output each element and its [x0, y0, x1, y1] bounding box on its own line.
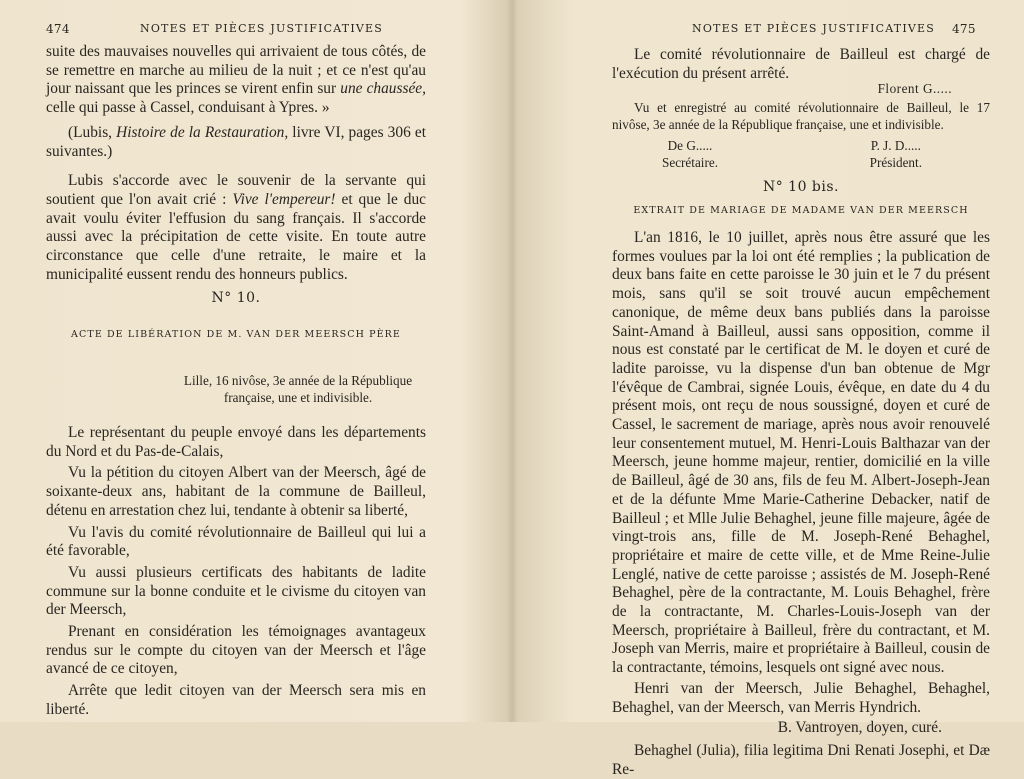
signature-secretary: De G..... Secrétaire.: [662, 138, 719, 170]
running-head: NOTES ET PIÈCES JUSTIFICATIVES: [692, 22, 935, 35]
dateline: Lille, 16 nivôse, 3e année de la République française, une et indivisible.: [183, 373, 413, 405]
decree-text: [46, 424, 426, 720]
paragraph: Behaghel (Julia), filia legitima Dni Renati Josephi, et Dæ Re-: [612, 741, 990, 778]
continued-paragraph: suite des mauvaises nouvelles qui arrivaient de tous côtés, de se remettre en marche au milieu de la nuit ; et ce n'est qu'au jour naissant que les princes se virent enfin sur une chaussée, celle qui passe à Cassel, conduisant à Ypres. »: [46, 43, 426, 117]
paragraph: Le comité révolutionnaire de Bailleul est chargé de l'exécution du présent arrêté.: [612, 46, 990, 82]
right-top-block: [612, 46, 990, 83]
signature-president: P. J. D..... Président.: [869, 138, 922, 170]
paragraph: Vu la pétition du citoyen Albert van der Meersch, âgé de soixante-deux ans, habitant de la commune de Bailleul, détenu en arrestation chez lui, tendante à obtenir sa liberté,: [46, 464, 426, 519]
paragraph: Vu aussi plusieurs certificats des habitants de ladite commune sur la bonne conduite et le civisme du citoyen van der Meersch,: [46, 563, 426, 619]
paragraph: Prenant en considération les témoignages avantageux rendus sur le compte du citoyen van der Meersch et l'âge avancé de ce citoyen,: [46, 623, 426, 678]
citation: (Lubis, Histoire de la Restauration, livre VI, pages 306 et suivantes.): [46, 123, 426, 160]
page-number: 475: [952, 22, 976, 36]
section-number: N° 10.: [211, 290, 261, 306]
paragraph: Arrête que ledit citoyen van der Meersch sera mis en liberté.: [46, 682, 426, 718]
section-number: N° 10 bis.: [762, 179, 840, 195]
section-title: EXTRAIT DE MARIAGE DE MADAME VAN DER MEERSCH: [633, 205, 969, 216]
paragraph: Lubis s'accorde avec le souvenir de la servante qui soutient que l'on avait crié : Vive l'empereur! et que le duc avait voulu éviter l'effusion du sang français. Il s'accorde aussi avec la précipitation de cette visite. En toute autre circonstance que celle d'une retraite, le maire et la municipalité eussent rendu des honneurs publics.: [46, 172, 426, 283]
paragraph: Le représentant du peuple envoyé dans les départements du Nord et du Pas-de-Calais,: [46, 424, 426, 460]
signature-row: [662, 137, 922, 171]
paragraph: L'an 1816, le 10 juillet, après nous être assuré que les formes voulues par la loi ont été remplies ; la publication de deux bans faite en cette paroisse le 30 juin et le 7 du présent mois, sans qu'il se soit trouvé aucun empêchement canonique, de même deux bans publiés dans la paroisse Saint-Amand à Bailleul, aussi sans opposition, comme il nous est constaté par le certificat de M. le doyen et curé de ladite paroisse, vu la dispense d'un ban obtenue de Mgr l'évêque de Cambrai, signée Louis, évêque, en date du 4 du présent mois, ont reçu de nous soussigné, doyen et curé de Cassel, le sacrement de mariage, après nous avoir renouvelé leur consentement mutuel, M. Henri-Louis Balthazar van der Meersch, jeune homme majeur, rentier, domicilié en la ville de Bailleul, âgé de 30 ans, fils de feu M. Albert-Joseph-Jean et de la défunte Mme Marie-Catherine Debacker, natif de Bailleul ; et Mlle Julie Behaghel, jeune fille majeure, âgée de vingt-trois ans, fille de M. Joseph-René Behaghel, propriétaire et maire de cette ville, et de Mme Reine-Julie Lenglé, native de cette paroisse ; assistés de M. Joseph-René Behaghel, père de la contractante, M. Louis Behaghel, frère de la contractante, M. Charles-Louis-Joseph van der Meersch, propriétaire à Bailleul, frère du contractant, et M. Joseph van Merris, maire et propriétaire à Bailleul, cousin de la contractante, témoins, lesquels ont signé avec nous.: [612, 229, 990, 677]
signature: Florent G.....: [877, 81, 952, 96]
running-head: NOTES ET PIÈCES JUSTIFICATIVES: [140, 22, 383, 35]
signature: B. Vantroyen, doyen, curé.: [777, 719, 942, 737]
paragraph: Vu l'avis du comité révolutionnaire de Bailleul qui lui a été favorable,: [46, 523, 426, 560]
section-title: ACTE DE LIBÉRATION DE M. VAN DER MEERSCH PÈRE: [71, 329, 401, 340]
marriage-record: [612, 229, 990, 779]
left-page: [0, 0, 512, 722]
registration-note: Vu et enregistré au comité révolutionnaire de Bailleul, le 17 nivôse, 3e année de la République française, une et indivisible.: [612, 100, 990, 132]
page-number: 474: [46, 22, 70, 36]
right-page: [512, 0, 1024, 778]
paragraph: Henri van der Meersch, Julie Behaghel, Behaghel, Behaghel, van der Meersch, van Merris Hyndrich.: [612, 679, 990, 716]
left-text-block: [46, 43, 426, 284]
